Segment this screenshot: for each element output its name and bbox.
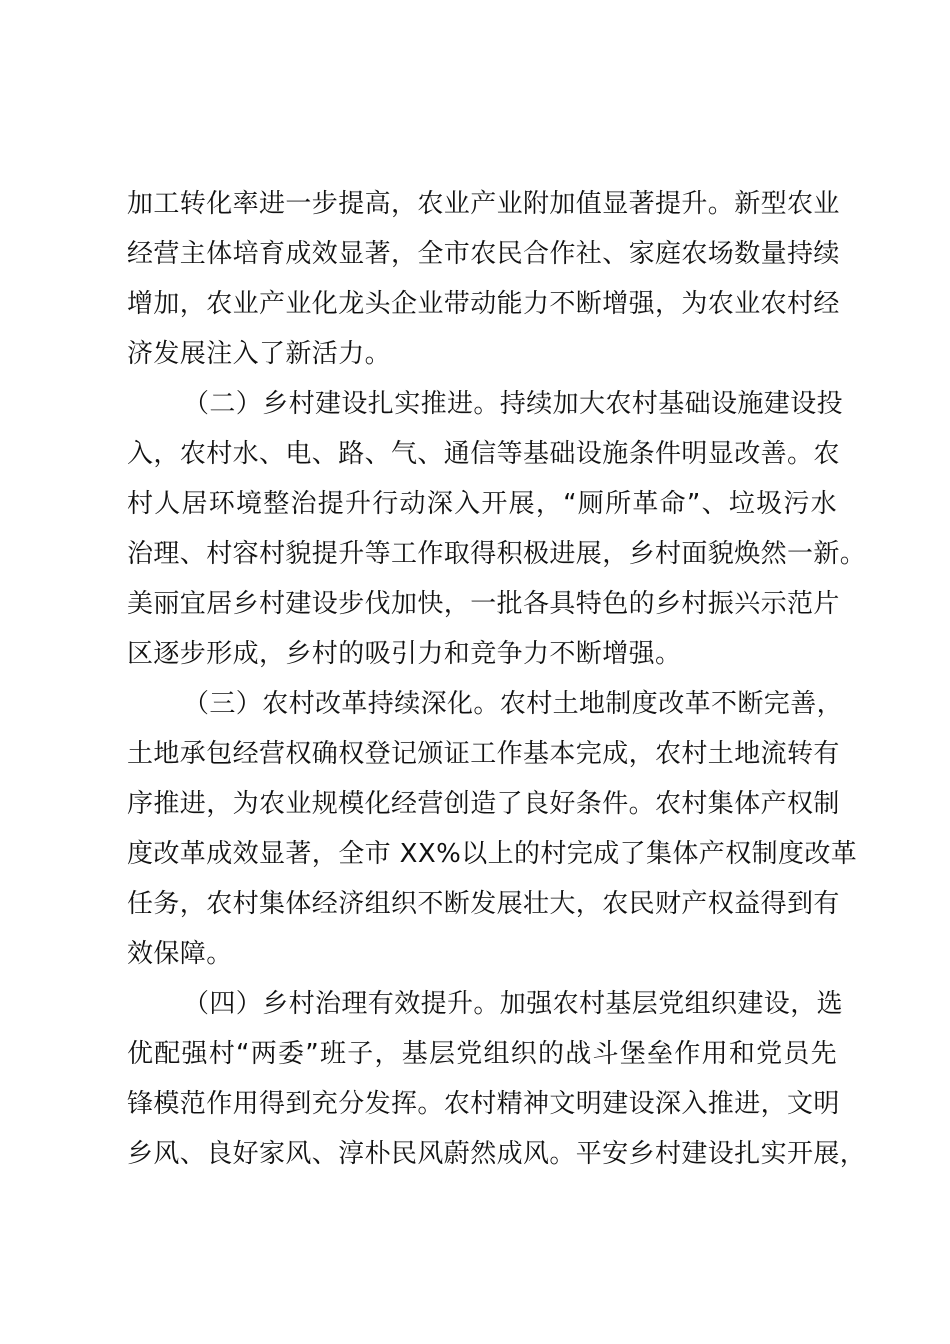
text-line: 度改革成效显著，全市 XX%以上的村完成了集体产权制度改革	[127, 839, 858, 869]
text-line: 入，农村水、电、路、气、通信等基础设施条件明显改善。农	[127, 439, 840, 469]
text-line: 美丽宜居乡村建设步伐加快，一批各具特色的乡村振兴示范片	[127, 589, 840, 619]
text-line: 加工转化率进一步提高，农业产业附加值显著提升。新型农业	[127, 189, 840, 219]
text-line: 济发展注入了新活力。	[127, 339, 392, 369]
text-line: 效保障。	[127, 939, 233, 969]
paragraph-continuation	[127, 179, 840, 379]
text-line: （三）农村改革持续深化。农村土地制度改革不断完善，	[183, 689, 844, 719]
text-line: 锋模范作用得到充分发挥。农村精神文明建设深入推进，文明	[127, 1089, 840, 1119]
text-line: （四）乡村治理有效提升。加强农村基层党组织建设，选	[183, 989, 844, 1019]
text-line: 序推进，为农业规模化经营创造了良好条件。农村集体产权制	[127, 789, 840, 819]
text-line: 区逐步形成，乡村的吸引力和竞争力不断增强。	[127, 639, 682, 669]
paragraph-rural-construction	[127, 379, 867, 679]
paragraph-rural-reform	[127, 679, 858, 979]
text-line: 经营主体培育成效显著，全市农民合作社、家庭农场数量持续	[127, 239, 840, 269]
text-line: （二）乡村建设扎实推进。持续加大农村基础设施建设投	[183, 389, 844, 419]
text-line: 增加，农业产业化龙头企业带动能力不断增强，为农业农村经	[127, 289, 840, 319]
text-line: 任务，农村集体经济组织不断发展壮大，农民财产权益得到有	[127, 889, 840, 919]
text-line: 村人居环境整治提升行动深入开展，“厕所革命”、垃圾污水	[127, 489, 837, 519]
paragraph-rural-governance	[127, 979, 867, 1179]
text-line: 治理、村容村貌提升等工作取得积极进展，乡村面貌焕然一新。	[127, 539, 867, 569]
text-line: 优配强村“两委”班子，基层党组织的战斗堡垒作用和党员先	[127, 1039, 837, 1069]
text-line: 土地承包经营权确权登记颁证工作基本完成，农村土地流转有	[127, 739, 840, 769]
document-body	[127, 179, 867, 1179]
text-line: 乡风、良好家风、淳朴民风蔚然成风。平安乡村建设扎实开展，	[127, 1139, 867, 1169]
